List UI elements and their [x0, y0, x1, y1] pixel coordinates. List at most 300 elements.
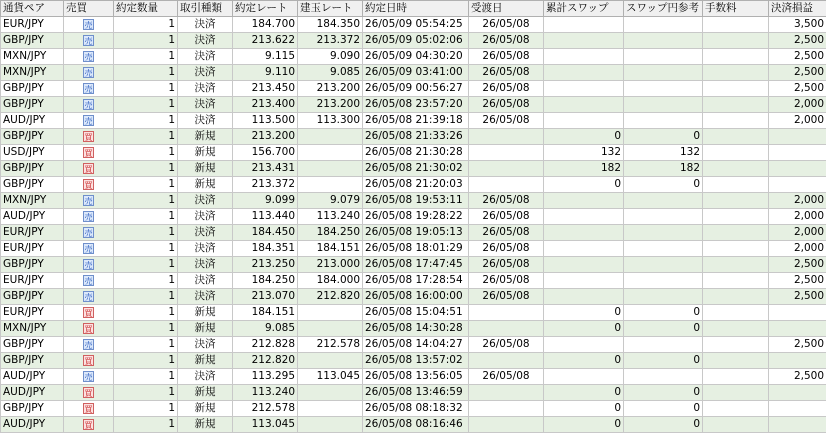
- sell-badge: 売: [83, 35, 94, 46]
- cell-pair: EUR/JPY: [1, 241, 64, 257]
- column-header-position-rate[interactable]: 建玉レート: [298, 1, 363, 17]
- buy-badge: 買: [83, 131, 94, 142]
- table-row[interactable]: [1, 369, 826, 385]
- cell-rate: 113.045: [233, 417, 298, 433]
- cell-pair: GBP/JPY: [1, 97, 64, 113]
- cell-side: [64, 177, 114, 193]
- cell-qty: 1: [114, 161, 178, 177]
- column-header-cumulative-swap[interactable]: 累計スワップ: [544, 1, 624, 17]
- table-row[interactable]: [1, 401, 826, 417]
- table-row[interactable]: [1, 161, 826, 177]
- cell-side: [64, 305, 114, 321]
- cell-datetime: 26/05/08 17:47:45: [363, 257, 469, 273]
- cell-type: 新規: [178, 177, 233, 193]
- buy-badge: 買: [83, 387, 94, 398]
- cell-qty: 1: [114, 353, 178, 369]
- cell-pl: [769, 145, 826, 161]
- cell-side: [64, 241, 114, 257]
- cell-qty: 1: [114, 81, 178, 97]
- cell-rate: 113.240: [233, 385, 298, 401]
- cell-rate: 213.070: [233, 289, 298, 305]
- cell-datetime: 26/05/08 19:28:22: [363, 209, 469, 225]
- cell-type: 新規: [178, 145, 233, 161]
- cell-position-rate: [298, 305, 363, 321]
- cell-rate: 184.450: [233, 225, 298, 241]
- cell-side: [64, 65, 114, 81]
- cell-settlement-date: [469, 161, 544, 177]
- cell-side: [64, 273, 114, 289]
- cell-position-rate: [298, 353, 363, 369]
- cell-fee: [703, 257, 769, 273]
- cell-cumulative-swap: [544, 273, 624, 289]
- cell-settlement-date: [469, 417, 544, 433]
- column-header-type[interactable]: 取引種類: [178, 1, 233, 17]
- cell-swap-yen-ref: [624, 33, 703, 49]
- cell-rate: 213.200: [233, 129, 298, 145]
- cell-swap-yen-ref: [624, 17, 703, 33]
- cell-cumulative-swap: 0: [544, 401, 624, 417]
- cell-position-rate: 184.350: [298, 17, 363, 33]
- cell-settlement-date: 26/05/08: [469, 225, 544, 241]
- cell-qty: 1: [114, 65, 178, 81]
- column-header-datetime[interactable]: 約定日時: [363, 1, 469, 17]
- cell-rate: 9.085: [233, 321, 298, 337]
- table-row[interactable]: [1, 385, 826, 401]
- cell-fee: [703, 289, 769, 305]
- cell-type: 決済: [178, 81, 233, 97]
- cell-rate: 213.400: [233, 97, 298, 113]
- cell-qty: 1: [114, 273, 178, 289]
- cell-qty: 1: [114, 385, 178, 401]
- cell-side: [64, 401, 114, 417]
- cell-fee: [703, 353, 769, 369]
- cell-swap-yen-ref: [624, 81, 703, 97]
- cell-qty: 1: [114, 129, 178, 145]
- cell-rate: 184.700: [233, 17, 298, 33]
- cell-pair: AUD/JPY: [1, 385, 64, 401]
- cell-pair: AUD/JPY: [1, 417, 64, 433]
- cell-cumulative-swap: [544, 289, 624, 305]
- cell-swap-yen-ref: [624, 225, 703, 241]
- cell-pl: [769, 129, 826, 145]
- cell-position-rate: 213.200: [298, 81, 363, 97]
- cell-datetime: 26/05/08 21:39:18: [363, 113, 469, 129]
- cell-side: [64, 417, 114, 433]
- cell-settlement-date: 26/05/08: [469, 337, 544, 353]
- cell-fee: [703, 241, 769, 257]
- table-row[interactable]: [1, 289, 826, 305]
- cell-settlement-date: 26/05/08: [469, 65, 544, 81]
- table-row[interactable]: [1, 97, 826, 113]
- cell-settlement-date: [469, 129, 544, 145]
- cell-type: 決済: [178, 113, 233, 129]
- buy-badge: 買: [83, 419, 94, 430]
- cell-datetime: 26/05/08 17:28:54: [363, 273, 469, 289]
- cell-side: [64, 353, 114, 369]
- cell-type: 新規: [178, 161, 233, 177]
- cell-pl: [769, 305, 826, 321]
- cell-pl: 3,500: [769, 17, 826, 33]
- cell-type: 決済: [178, 33, 233, 49]
- cell-datetime: 26/05/08 13:56:05: [363, 369, 469, 385]
- cell-fee: [703, 209, 769, 225]
- cell-position-rate: 213.200: [298, 97, 363, 113]
- table-row[interactable]: [1, 193, 826, 209]
- cell-settlement-date: 26/05/08: [469, 209, 544, 225]
- cell-rate: 213.372: [233, 177, 298, 193]
- cell-swap-yen-ref: 0: [624, 305, 703, 321]
- column-header-fee[interactable]: 手数料: [703, 1, 769, 17]
- cell-qty: 1: [114, 225, 178, 241]
- table-row[interactable]: [1, 65, 826, 81]
- cell-rate: 9.099: [233, 193, 298, 209]
- cell-fee: [703, 177, 769, 193]
- cell-qty: 1: [114, 369, 178, 385]
- cell-fee: [703, 81, 769, 97]
- cell-side: [64, 289, 114, 305]
- cell-datetime: 26/05/09 03:41:00: [363, 65, 469, 81]
- cell-position-rate: 212.578: [298, 337, 363, 353]
- cell-swap-yen-ref: [624, 113, 703, 129]
- buy-badge: 買: [83, 179, 94, 190]
- cell-position-rate: 9.090: [298, 49, 363, 65]
- cell-cumulative-swap: [544, 369, 624, 385]
- cell-fee: [703, 321, 769, 337]
- cell-swap-yen-ref: [624, 49, 703, 65]
- column-header-pair[interactable]: 通貨ペア: [1, 1, 64, 17]
- cell-cumulative-swap: [544, 193, 624, 209]
- cell-position-rate: 113.240: [298, 209, 363, 225]
- cell-rate: 212.828: [233, 337, 298, 353]
- table-row[interactable]: [1, 129, 826, 145]
- cell-pair: GBP/JPY: [1, 33, 64, 49]
- cell-position-rate: 184.250: [298, 225, 363, 241]
- cell-datetime: 26/05/08 18:01:29: [363, 241, 469, 257]
- cell-side: [64, 129, 114, 145]
- cell-settlement-date: [469, 385, 544, 401]
- cell-swap-yen-ref: 0: [624, 177, 703, 193]
- cell-swap-yen-ref: [624, 209, 703, 225]
- cell-position-rate: 213.000: [298, 257, 363, 273]
- cell-qty: 1: [114, 257, 178, 273]
- table-row[interactable]: [1, 225, 826, 241]
- cell-pair: MXN/JPY: [1, 49, 64, 65]
- cell-pl: 2,500: [769, 33, 826, 49]
- cell-datetime: 26/05/08 21:30:02: [363, 161, 469, 177]
- table-row[interactable]: [1, 305, 826, 321]
- cell-settlement-date: 26/05/08: [469, 289, 544, 305]
- cell-side: [64, 209, 114, 225]
- cell-fee: [703, 417, 769, 433]
- cell-datetime: 26/05/08 19:53:11: [363, 193, 469, 209]
- cell-position-rate: [298, 145, 363, 161]
- cell-rate: 113.440: [233, 209, 298, 225]
- cell-cumulative-swap: [544, 97, 624, 113]
- cell-pair: AUD/JPY: [1, 209, 64, 225]
- sell-badge: 売: [83, 259, 94, 270]
- cell-datetime: 26/05/08 08:18:32: [363, 401, 469, 417]
- cell-pl: 2,500: [769, 65, 826, 81]
- cell-fee: [703, 305, 769, 321]
- cell-type: 決済: [178, 17, 233, 33]
- sell-badge: 売: [83, 195, 94, 206]
- cell-side: [64, 193, 114, 209]
- cell-fee: [703, 129, 769, 145]
- cell-datetime: 26/05/08 14:30:28: [363, 321, 469, 337]
- cell-rate: 212.578: [233, 401, 298, 417]
- sell-badge: 売: [83, 51, 94, 62]
- cell-settlement-date: 26/05/08: [469, 81, 544, 97]
- buy-badge: 買: [83, 355, 94, 366]
- cell-settlement-date: 26/05/08: [469, 241, 544, 257]
- cell-side: [64, 81, 114, 97]
- cell-pair: EUR/JPY: [1, 17, 64, 33]
- cell-fee: [703, 337, 769, 353]
- cell-fee: [703, 369, 769, 385]
- cell-rate: 184.351: [233, 241, 298, 257]
- cell-cumulative-swap: [544, 209, 624, 225]
- cell-datetime: 26/05/08 21:20:03: [363, 177, 469, 193]
- cell-swap-yen-ref: 0: [624, 385, 703, 401]
- cell-pair: AUD/JPY: [1, 369, 64, 385]
- cell-cumulative-swap: 0: [544, 129, 624, 145]
- sell-badge: 売: [83, 83, 94, 94]
- cell-fee: [703, 17, 769, 33]
- cell-rate: 212.820: [233, 353, 298, 369]
- cell-fee: [703, 97, 769, 113]
- column-header-side[interactable]: 売買: [64, 1, 114, 17]
- cell-type: 決済: [178, 241, 233, 257]
- cell-swap-yen-ref: 0: [624, 129, 703, 145]
- cell-pair: USD/JPY: [1, 145, 64, 161]
- cell-pl: 2,500: [769, 289, 826, 305]
- cell-rate: 213.450: [233, 81, 298, 97]
- cell-type: 決済: [178, 209, 233, 225]
- cell-pl: 2,000: [769, 113, 826, 129]
- cell-pl: [769, 385, 826, 401]
- cell-type: 決済: [178, 97, 233, 113]
- cell-type: 新規: [178, 305, 233, 321]
- table-header-row: [1, 1, 826, 17]
- table-row[interactable]: [1, 81, 826, 97]
- cell-pl: [769, 161, 826, 177]
- table-row[interactable]: [1, 49, 826, 65]
- cell-settlement-date: 26/05/08: [469, 113, 544, 129]
- cell-side: [64, 161, 114, 177]
- cell-type: 決済: [178, 193, 233, 209]
- cell-pl: 2,500: [769, 273, 826, 289]
- cell-cumulative-swap: [544, 225, 624, 241]
- table-row[interactable]: [1, 273, 826, 289]
- cell-qty: 1: [114, 337, 178, 353]
- cell-pair: MXN/JPY: [1, 193, 64, 209]
- cell-pl: 2,000: [769, 209, 826, 225]
- cell-cumulative-swap: 0: [544, 353, 624, 369]
- cell-rate: 184.151: [233, 305, 298, 321]
- cell-pair: GBP/JPY: [1, 129, 64, 145]
- cell-type: 決済: [178, 337, 233, 353]
- cell-fee: [703, 33, 769, 49]
- cell-side: [64, 49, 114, 65]
- cell-position-rate: 9.085: [298, 65, 363, 81]
- cell-pair: EUR/JPY: [1, 273, 64, 289]
- cell-fee: [703, 113, 769, 129]
- cell-pl: [769, 417, 826, 433]
- cell-pair: MXN/JPY: [1, 321, 64, 337]
- cell-cumulative-swap: 182: [544, 161, 624, 177]
- cell-swap-yen-ref: [624, 273, 703, 289]
- table-row[interactable]: [1, 33, 826, 49]
- cell-swap-yen-ref: [624, 369, 703, 385]
- column-header-rate[interactable]: 約定レート: [233, 1, 298, 17]
- cell-fee: [703, 49, 769, 65]
- column-header-settlement-date[interactable]: 受渡日: [469, 1, 544, 17]
- table-row[interactable]: [1, 113, 826, 129]
- cell-swap-yen-ref: 0: [624, 353, 703, 369]
- sell-badge: 売: [83, 227, 94, 238]
- column-header-swap-yen-ref[interactable]: スワップ円参考: [624, 1, 703, 17]
- buy-badge: 買: [83, 147, 94, 158]
- cell-datetime: 26/05/08 16:00:00: [363, 289, 469, 305]
- cell-pl: 2,000: [769, 241, 826, 257]
- buy-badge: 買: [83, 323, 94, 334]
- cell-fee: [703, 225, 769, 241]
- cell-position-rate: [298, 177, 363, 193]
- cell-pl: 2,000: [769, 225, 826, 241]
- cell-position-rate: [298, 417, 363, 433]
- cell-fee: [703, 161, 769, 177]
- cell-datetime: 26/05/09 04:30:20: [363, 49, 469, 65]
- cell-position-rate: [298, 161, 363, 177]
- cell-type: 決済: [178, 257, 233, 273]
- cell-qty: 1: [114, 401, 178, 417]
- cell-rate: 9.115: [233, 49, 298, 65]
- cell-type: 決済: [178, 289, 233, 305]
- cell-rate: 9.110: [233, 65, 298, 81]
- cell-type: 新規: [178, 417, 233, 433]
- cell-swap-yen-ref: 0: [624, 321, 703, 337]
- cell-swap-yen-ref: 0: [624, 417, 703, 433]
- cell-datetime: 26/05/08 23:57:20: [363, 97, 469, 113]
- sell-badge: 売: [83, 19, 94, 30]
- cell-fee: [703, 385, 769, 401]
- cell-datetime: 26/05/09 05:02:06: [363, 33, 469, 49]
- cell-swap-yen-ref: [624, 97, 703, 113]
- table-row[interactable]: [1, 321, 826, 337]
- cell-swap-yen-ref: 132: [624, 145, 703, 161]
- cell-datetime: 26/05/08 15:04:51: [363, 305, 469, 321]
- cell-pair: GBP/JPY: [1, 257, 64, 273]
- sell-badge: 売: [83, 243, 94, 254]
- cell-side: [64, 33, 114, 49]
- cell-swap-yen-ref: [624, 257, 703, 273]
- buy-badge: 買: [83, 307, 94, 318]
- table-row[interactable]: [1, 417, 826, 433]
- cell-position-rate: 113.300: [298, 113, 363, 129]
- cell-qty: 1: [114, 17, 178, 33]
- cell-swap-yen-ref: [624, 337, 703, 353]
- cell-pair: AUD/JPY: [1, 113, 64, 129]
- cell-qty: 1: [114, 33, 178, 49]
- sell-badge: 売: [83, 371, 94, 382]
- column-header-pl[interactable]: 決済損益: [769, 1, 826, 17]
- cell-side: [64, 257, 114, 273]
- cell-cumulative-swap: 0: [544, 417, 624, 433]
- sell-badge: 売: [83, 291, 94, 302]
- cell-position-rate: 213.372: [298, 33, 363, 49]
- cell-pl: [769, 353, 826, 369]
- cell-datetime: 26/05/08 13:57:02: [363, 353, 469, 369]
- sell-badge: 売: [83, 211, 94, 222]
- cell-type: 決済: [178, 49, 233, 65]
- sell-badge: 売: [83, 67, 94, 78]
- cell-datetime: 26/05/08 14:04:27: [363, 337, 469, 353]
- column-header-qty[interactable]: 約定数量: [114, 1, 178, 17]
- cell-cumulative-swap: [544, 257, 624, 273]
- cell-settlement-date: [469, 353, 544, 369]
- cell-type: 決済: [178, 225, 233, 241]
- cell-qty: 1: [114, 49, 178, 65]
- cell-swap-yen-ref: [624, 241, 703, 257]
- table-body: [1, 17, 826, 433]
- cell-cumulative-swap: [544, 337, 624, 353]
- cell-side: [64, 225, 114, 241]
- cell-qty: 1: [114, 145, 178, 161]
- cell-settlement-date: 26/05/08: [469, 273, 544, 289]
- cell-pair: GBP/JPY: [1, 353, 64, 369]
- cell-type: 新規: [178, 385, 233, 401]
- cell-qty: 1: [114, 209, 178, 225]
- cell-qty: 1: [114, 97, 178, 113]
- cell-type: 新規: [178, 321, 233, 337]
- cell-pair: GBP/JPY: [1, 177, 64, 193]
- table-row[interactable]: [1, 177, 826, 193]
- cell-qty: 1: [114, 193, 178, 209]
- cell-qty: 1: [114, 305, 178, 321]
- table-row[interactable]: [1, 145, 826, 161]
- table-row[interactable]: [1, 353, 826, 369]
- cell-settlement-date: 26/05/08: [469, 193, 544, 209]
- table-row[interactable]: [1, 337, 826, 353]
- cell-settlement-date: [469, 177, 544, 193]
- cell-rate: 113.500: [233, 113, 298, 129]
- cell-type: 新規: [178, 129, 233, 145]
- cell-fee: [703, 193, 769, 209]
- cell-cumulative-swap: [544, 49, 624, 65]
- table-row[interactable]: [1, 241, 826, 257]
- cell-settlement-date: 26/05/08: [469, 49, 544, 65]
- cell-swap-yen-ref: [624, 193, 703, 209]
- table-row[interactable]: [1, 17, 826, 33]
- cell-settlement-date: [469, 145, 544, 161]
- cell-swap-yen-ref: [624, 65, 703, 81]
- cell-position-rate: [298, 321, 363, 337]
- table-row[interactable]: [1, 257, 826, 273]
- cell-side: [64, 321, 114, 337]
- cell-type: 新規: [178, 353, 233, 369]
- cell-pair: GBP/JPY: [1, 401, 64, 417]
- cell-rate: 213.622: [233, 33, 298, 49]
- cell-qty: 1: [114, 177, 178, 193]
- cell-position-rate: 113.045: [298, 369, 363, 385]
- sell-badge: 売: [83, 339, 94, 350]
- cell-cumulative-swap: 0: [544, 385, 624, 401]
- cell-fee: [703, 145, 769, 161]
- cell-position-rate: 184.151: [298, 241, 363, 257]
- table-row[interactable]: [1, 209, 826, 225]
- cell-swap-yen-ref: 0: [624, 401, 703, 417]
- buy-badge: 買: [83, 403, 94, 414]
